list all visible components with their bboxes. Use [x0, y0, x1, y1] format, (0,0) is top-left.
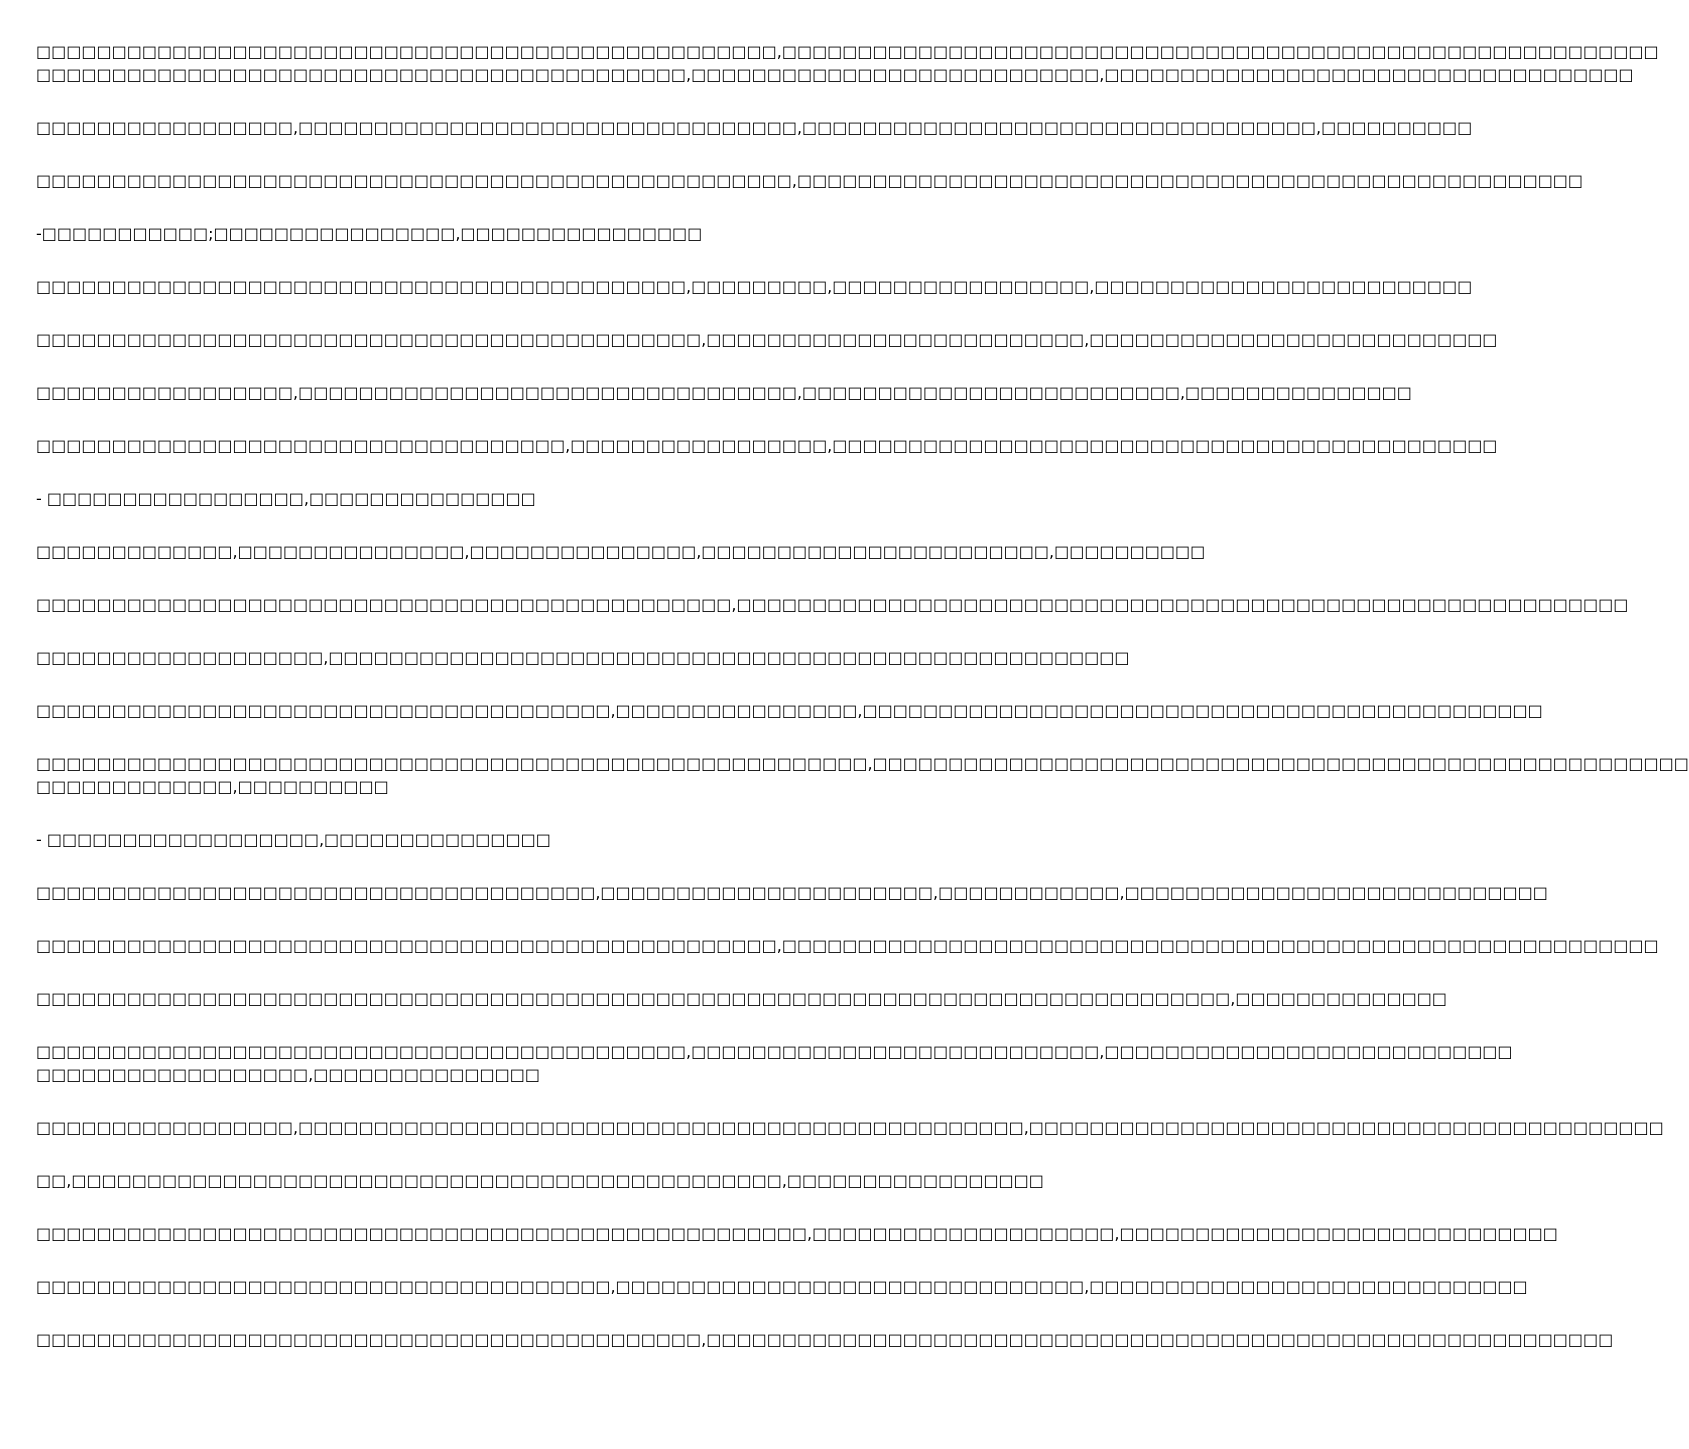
paragraph — [36, 40, 1659, 86]
paragraph — [36, 828, 989, 851]
paragraph — [36, 1169, 1044, 1192]
text-line: □□□□□□□□□□□□□,□□□□□□□□□□ — [36, 777, 389, 796]
paragraph — [36, 328, 1498, 351]
text-line: □□□□□□□□□□□□□□□□□□,□□□□□□□□□□□□□□□ — [36, 1065, 540, 1084]
text-line: - □□□□□□□□□□□□□□□□□□,□□□□□□□□□□□□□□□ — [36, 830, 551, 849]
text-line: □□□□□□□□□□□□□□□□□□□□□□□□□□□□□□□□□□□,□□□□□□□□□□□□□□□□□,□□□□□□□□□□□□□□□□□□□□□□□□□□□□□□□□□□□□□□□□□□□□ — [36, 436, 1498, 455]
text-line: □□□□□□□□□□□□□□□□□□□□□□□□□□□□□□□□□□□□□□□□□□□□□□□□□,□□□□□□□□□□□□□□□□□□□□□□□□□□□□□□□□□□□□□□□□□□□□□□□□□□□□□□□□□□ — [36, 936, 1659, 955]
text-line: -□□□□□□□□□□□;□□□□□□□□□□□□□□□□,□□□□□□□□□□□□□□□□ — [36, 224, 703, 243]
text-line: □□□□□□□□□□□□□□□□□□□□□□□□□□□□□□□□□□□□□□□□□□□□,□□□□□□□□□□□□□□□□□□□□□□□□□□□□□□□□□□□□□□□□□□□□□□□□□□□□□□□□□□□□ — [36, 1330, 1614, 1349]
paragraph — [36, 540, 1206, 563]
paragraph — [36, 593, 1629, 616]
text-line: - □□□□□□□□□□□□□□□□□,□□□□□□□□□□□□□□□ — [36, 489, 536, 508]
text-line: □□□□□□□□□□□□□□□□□□□□□□□□□□□□□□□□□□□□□□□□□□□□□□□□□□□□□□□,□□□□□□□□□□□□□□□□□□□□□□□□□□□□□□□□□□□□□□□□□□□□□□□□□□□□□□ — [36, 754, 1689, 773]
text-line: □□□□□□□□□□□□□□□□□,□□□□□□□□□□□□□□□□□□□□□□□□□□□□□□□□□□□□□□□□□□□□□□□□,□□□□□□□□□□□□□□□□□□□□□□□□□□□□□□□□□□□□□□□□□□ — [36, 1118, 1664, 1137]
paragraph — [36, 1328, 1614, 1351]
paragraph — [36, 1222, 1558, 1245]
text-line: □□□□□□□□□□□□□□□□□□□□□□□□□□□□□□□□□□□□□□□□□□□□□□,□□□□□□□□□□□□□□□□□□□□□□□□□□□□□□□□□□□□□□□□□□□□□□□□□□□□□□□□□□□ — [36, 595, 1629, 614]
paragraph — [36, 934, 1659, 957]
paragraph — [36, 699, 1543, 722]
text-line: □□□□□□□□□□□□□□□□□□□□□□□□□□□□□□□□□□□□□□□□□□□□□□□□□□,□□□□□□□□□□□□□□□□□□□□□□□□□□□□□□□□□□□□□□□□□□□□□□□□□□□□ — [36, 171, 1584, 190]
paragraph — [36, 1040, 1513, 1086]
text-line: □□□□□□□□□□□□□□□□□□□□□□□□□□□□□□□□□□□□□□□□□□□,□□□□□□□□□,□□□□□□□□□□□□□□□□□,□□□□□□□□□□□□□□□□□□□□□□□□□ — [36, 277, 1473, 296]
text-line: □□□□□□□□□□□□□□□□□□□□□□□□□□□□□□□□□□□□□□□□□□□,□□□□□□□□□□□□□□□□□□□□□□□□□□□,□□□□□□□□□□□□□□□□□□□□□□□□□□□□□□□□□□□ — [36, 65, 1634, 84]
text-line: □□□□□□□□□□□□□,□□□□□□□□□□□□□□□,□□□□□□□□□□□□□□□,□□□□□□□□□□□□□□□□□□□□□□□,□□□□□□□□□□ — [36, 542, 1206, 561]
paragraph — [36, 434, 1498, 457]
paragraph — [36, 1275, 1528, 1298]
paragraph — [36, 222, 989, 245]
document-body — [36, 40, 1689, 1381]
text-line: □□,□□□□□□□□□□□□□□□□□□□□□□□□□□□□□□□□□□□□□□□□□□□□□□□,□□□□□□□□□□□□□□□□□ — [36, 1171, 1044, 1190]
text-line: □□□□□□□□□□□□□□□□□□□□□□□□□□□□□□□□□□□□□□□□□□□,□□□□□□□□□□□□□□□□□□□□□□□□□□□,□□□□□□□□□□□□□□□□□□□□□□□□□□□ — [36, 1042, 1513, 1061]
paragraph — [36, 169, 1584, 192]
paragraph — [36, 1116, 1664, 1139]
text-line: □□□□□□□□□□□□□□□□□□□□□□□□□□□□□□□□□□□□□□□□□□□□,□□□□□□□□□□□□□□□□□□□□□□□□□,□□□□□□□□□□□□□□□□□□□□□□□□□□□ — [36, 330, 1498, 349]
paragraph — [36, 116, 1473, 139]
paragraph — [36, 487, 989, 510]
text-line: □□□□□□□□□□□□□□□□□□□□□□□□□□□□□□□□□□□□□□,□□□□□□□□□□□□□□□□,□□□□□□□□□□□□□□□□□□□□□□□□□□□□□□□□□□□□□□□□□□□□□ — [36, 701, 1543, 720]
text-line: □□□□□□□□□□□□□□□□□,□□□□□□□□□□□□□□□□□□□□□□□□□□□□□□□□□,□□□□□□□□□□□□□□□□□□□□□□□□□□□□□□□□□□,□□□□□□□□□□ — [36, 118, 1473, 137]
paragraph — [36, 987, 1447, 1010]
text-line: □□□□□□□□□□□□□□□□□,□□□□□□□□□□□□□□□□□□□□□□□□□□□□□□□□□,□□□□□□□□□□□□□□□□□□□□□□□□□,□□□□□□□□□□□□□□□ — [36, 383, 1412, 402]
text-line: □□□□□□□□□□□□□□□□□□□□□□□□□□□□□□□□□□□□□□□□□□□□□□□□□□□,□□□□□□□□□□□□□□□□□□□□,□□□□□□□□□□□□□□□□□□□□□□□□□□□□□ — [36, 1224, 1558, 1243]
paragraph — [36, 752, 1689, 798]
text-line: □□□□□□□□□□□□□□□□□□□,□□□□□□□□□□□□□□□□□□□□□□□□□□□□□□□□□□□□□□□□□□□□□□□□□□□□□ — [36, 648, 1130, 667]
text-line: □□□□□□□□□□□□□□□□□□□□□□□□□□□□□□□□□□□□□□□□□□□□□□□□□,□□□□□□□□□□□□□□□□□□□□□□□□□□□□□□□□□□□□□□□□□□□□□□□□□□□□□□□□□□ — [36, 42, 1659, 61]
paragraph — [36, 646, 1130, 669]
text-line: □□□□□□□□□□□□□□□□□□□□□□□□□□□□□□□□□□□□□,□□□□□□□□□□□□□□□□□□□□□□,□□□□□□□□□□□□,□□□□□□□□□□□□□□□□□□□□□□□□□□□□ — [36, 883, 1548, 902]
text-line: □□□□□□□□□□□□□□□□□□□□□□□□□□□□□□□□□□□□□□,□□□□□□□□□□□□□□□□□□□□□□□□□□□□□□□,□□□□□□□□□□□□□□□□□□□□□□□□□□□□□ — [36, 1277, 1528, 1296]
paragraph — [36, 881, 1548, 904]
text-line: □□□□□□□□□□□□□□□□□□□□□□□□□□□□□□□□□□□□□□□□□□□□□□□□□□□□□□□□□□□□□□□□□□□□□□□□□□□□□□□,□□□□□□□□□□□□□□ — [36, 989, 1447, 1008]
paragraph — [36, 381, 1412, 404]
paragraph — [36, 275, 1473, 298]
